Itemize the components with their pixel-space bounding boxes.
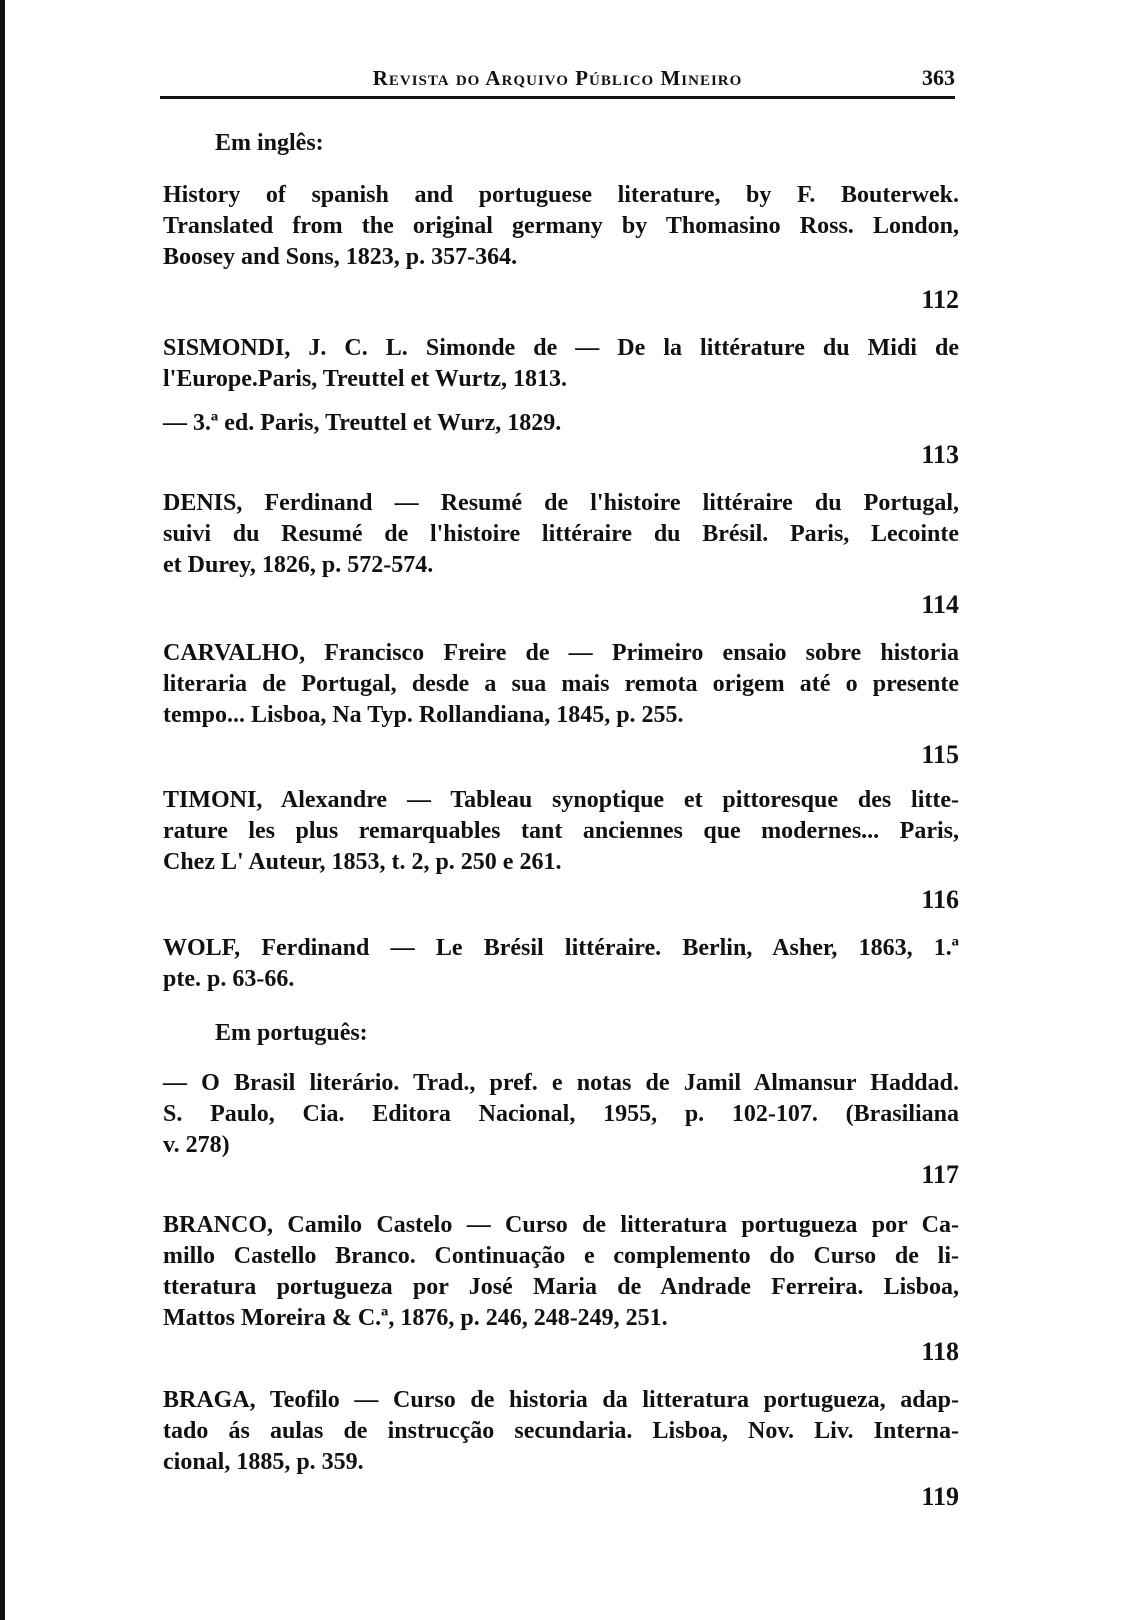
entry-line: Boosey and Sons, 1823, p. 357-364. — [163, 244, 518, 270]
entry-number: 117 — [921, 1160, 959, 1189]
entry-line: History of spanish and portuguese literature, by F. Bouterwek. — [163, 182, 959, 208]
entry-line: — 3.ª ed. Paris, Treuttel et Wurz, 1829. — [163, 410, 562, 436]
section-heading-portuguese: Em português: — [215, 1020, 368, 1046]
entry-line: millo Castello Branco. Continuação e complemento do Curso de li- — [163, 1243, 959, 1269]
entry-line: tempo... Lisboa, Na Typ. Rollandiana, 1845, p. 255. — [163, 702, 684, 728]
entry-line: pte. p. 63-66. — [163, 966, 295, 992]
running-head — [160, 60, 955, 99]
entry-line: SISMONDI, J. C. L. Simonde de — De la littérature du Midi de — [163, 335, 959, 361]
bibliography-entry — [163, 180, 959, 273]
bibliography-entry — [163, 488, 959, 581]
bibliography-entry — [163, 333, 959, 395]
page-number: 363 — [922, 65, 955, 90]
bibliography-entry — [163, 1385, 959, 1478]
entry-number: 116 — [921, 885, 959, 914]
entry-line: l'Europe.Paris, Treuttel et Wurtz, 1813. — [163, 366, 567, 392]
entry-line: WOLF, Ferdinand — Le Brésil littéraire. Berlin, Asher, 1863, 1.ª — [163, 935, 959, 961]
entry-line: Mattos Moreira & C.ª, 1876, p. 246, 248-249, 251. — [163, 1305, 668, 1331]
entry-number: 113 — [921, 440, 959, 469]
entry-line: suivi du Resumé de l'histoire littéraire du Brésil. Paris, Lecointe — [163, 521, 959, 547]
bibliography-entry — [163, 1210, 959, 1334]
entry-line: literaria de Portugal, desde a sua mais remota origem até o presente — [163, 671, 959, 697]
entry-line: et Durey, 1826, p. 572-574. — [163, 552, 434, 578]
entry-line: BRANCO, Camilo Castelo — Curso de litteratura portugueza por Ca- — [163, 1212, 959, 1238]
entry-line: v. 278) — [163, 1132, 230, 1158]
bibliography-entry — [163, 1068, 959, 1161]
bibliography-sub-entry — [163, 408, 959, 439]
entry-line: DENIS, Ferdinand — Resumé de l'histoire littéraire du Portugal, — [163, 490, 959, 516]
entry-line: cional, 1885, p. 359. — [163, 1449, 364, 1475]
entry-line: TIMONI, Alexandre — Tableau synoptique et pittoresque des litte- — [163, 787, 959, 813]
entry-number: 118 — [921, 1337, 959, 1366]
entry-number: 114 — [921, 590, 959, 619]
entry-number: 115 — [921, 740, 959, 769]
entry-line: tteratura portugueza por José Maria de Andrade Ferreira. Lisboa, — [163, 1274, 959, 1300]
entry-line: BRAGA, Teofilo — Curso de historia da litteratura portugueza, adap- — [163, 1387, 959, 1413]
entry-line: Chez L' Auteur, 1853, t. 2, p. 250 e 261. — [163, 849, 562, 875]
entry-line: Translated from the original germany by Thomasino Ross. London, — [163, 213, 959, 239]
entry-line: CARVALHO, Francisco Freire de — Primeiro ensaio sobre historia — [163, 640, 959, 666]
entry-line: rature les plus remarquables tant anciennes que modernes... Paris, — [163, 818, 959, 844]
bibliography-entry — [163, 785, 959, 878]
entry-number: 119 — [921, 1482, 959, 1511]
entry-line: S. Paulo, Cia. Editora Nacional, 1955, p. 102-107. (Brasiliana — [163, 1101, 959, 1127]
binding-edge — [0, 0, 5, 1620]
entry-line: — O Brasil literário. Trad., pref. e notas de Jamil Almansur Haddad. — [163, 1070, 959, 1096]
bibliography-entry — [163, 933, 959, 995]
entry-line: tado ás aulas de instrucção secundaria. Lisboa, Nov. Liv. Interna- — [163, 1418, 959, 1444]
section-heading-english: Em inglês: — [215, 130, 324, 156]
entry-number: 112 — [921, 285, 959, 314]
running-title: Revista do Arquivo Público Mineiro — [372, 66, 743, 90]
bibliography-entry — [163, 638, 959, 731]
